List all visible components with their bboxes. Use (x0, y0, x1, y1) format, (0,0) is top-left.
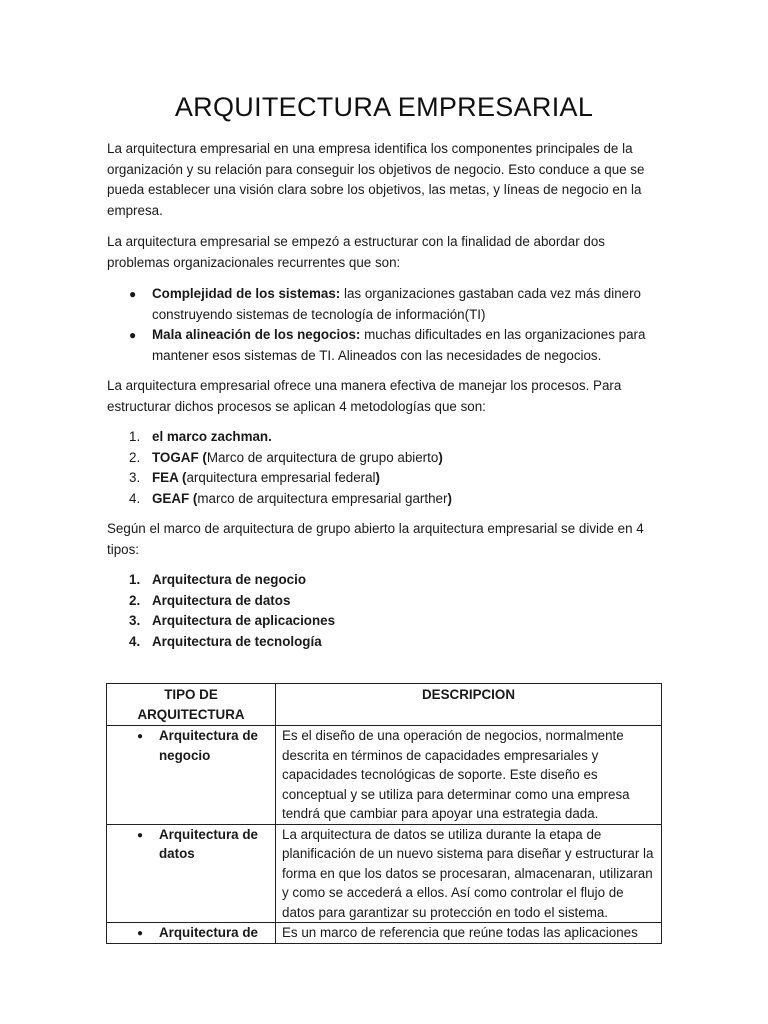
list-number: 1. (129, 429, 141, 444)
description-cell: Es un marco de referencia que reúne todas las aplicaciones (276, 923, 662, 944)
bullet-icon: ● (137, 829, 144, 841)
type-cell (107, 726, 276, 825)
list-number: 3. (129, 470, 141, 485)
type-label: Arquitectura de tecnología (152, 633, 322, 649)
open-paren: ( (198, 449, 207, 465)
type-label: Arquitectura de aplicaciones (152, 613, 336, 628)
problems-intro-paragraph: La arquitectura empresarial se empezó a estructurar con la finalidad de abordar dos problemas organizacionales recurrentes que son: (107, 234, 605, 270)
column-header-type: TIPO DE ARQUITECTURA (107, 684, 276, 726)
type-cell-text: Arquitectura de negocio (159, 728, 258, 763)
list-number: 1. (129, 572, 141, 587)
close-paren: ) (447, 490, 452, 506)
problem-description: las organizaciones gastaban cada vez más dinero construyendo sistemas de tecnología de información(TI) (152, 286, 642, 322)
list-item (107, 489, 667, 510)
list-item (107, 468, 667, 489)
list-item (107, 570, 667, 591)
table-row (107, 824, 662, 923)
methodology-description: arquitectura empresarial federal (186, 470, 376, 485)
list-item (107, 448, 667, 469)
intro-paragraph: La arquitectura empresarial en una empresa identifica los componentes principales de la organización y su relación para conseguir los objetivos de negocio. Esto conduce a que se pueda establecer una visión clara sobre los objetivos, las metas, y líneas de negocio en la empresa. (107, 141, 645, 218)
methodology-name: GEAF (152, 490, 190, 506)
methodology-name: el marco zachman. (152, 429, 272, 444)
list-number: 4. (129, 490, 141, 506)
list-item (107, 632, 667, 653)
methodology-name: TOGAF (152, 449, 199, 465)
types-intro-paragraph: Según el marco de arquitectura de grupo abierto la arquitectura empresarial se divide en 4 tipos: (107, 521, 644, 557)
bullet-icon: ● (137, 731, 144, 742)
types-list (107, 570, 667, 652)
problem-term: Mala alineación de los negocios: (152, 327, 361, 342)
table-row (107, 923, 662, 944)
methodology-description: Marco de arquitectura de grupo abierto (206, 449, 439, 465)
problems-list (107, 284, 667, 366)
bullet-icon: ● (129, 287, 137, 301)
document-title: ARQUITECTURA EMPRESARIAL (174, 92, 594, 122)
list-number: 2. (129, 592, 141, 608)
type-cell (107, 824, 276, 923)
type-cell-text: Arquitectura de datos (159, 826, 258, 861)
close-paren: ) (375, 470, 381, 485)
list-number: 3. (129, 613, 141, 628)
list-item (107, 591, 667, 612)
list-item (107, 325, 667, 366)
list-number: 2. (129, 449, 141, 465)
column-header-description: DESCRIPCION (276, 684, 662, 726)
open-paren: ( (178, 470, 187, 485)
description-cell: Es el diseño de una operación de negocios, normalmente descrita en términos de capacidades empresariales y capacidades tecnológicas de soporte. Este diseño es conceptual y se utiliza para determinar como una empresa tendrá que cambiar para apoyar una estrategia dada. (276, 726, 662, 825)
open-paren: ( (189, 490, 198, 506)
problem-term: Complejidad de los sistemas: (152, 286, 341, 301)
list-number: 4. (129, 633, 141, 649)
type-cell-text: Arquitectura de (159, 925, 258, 940)
table-header-row (107, 684, 662, 726)
bullet-icon: ● (137, 928, 144, 939)
close-paren: ) (438, 449, 443, 465)
methodologies-list (107, 427, 667, 509)
type-cell (107, 923, 276, 944)
problem-description: muchas dificultades en las organizaciones para mantener esos sistemas de TI. Alineados con las necesidades de negocios. (152, 327, 646, 363)
type-label: Arquitectura de datos (152, 592, 291, 608)
methodology-description: marco de arquitectura empresarial garther (197, 490, 448, 506)
list-item (107, 427, 667, 448)
bullet-icon: ● (129, 328, 137, 342)
type-label: Arquitectura de negocio (152, 572, 307, 587)
description-cell: La arquitectura de datos se utiliza durante la etapa de planificación de un nuevo sistema para diseñar y estructurar la forma en que los datos se procesaran, almacenaran, utilizaran y como se accederá a ellos. Así como controlar el flujo de datos para garantizar su protección en todo el sistema. (276, 824, 662, 923)
methodology-name: FEA (152, 470, 179, 485)
list-item (107, 284, 667, 325)
architecture-types-table (106, 683, 662, 944)
list-item (107, 611, 667, 632)
table-row (107, 726, 662, 825)
methodologies-intro-paragraph: La arquitectura empresarial ofrece una manera efectiva de manejar los procesos. Para estructurar dichos procesos se aplican 4 metodologías que son: (107, 378, 622, 414)
